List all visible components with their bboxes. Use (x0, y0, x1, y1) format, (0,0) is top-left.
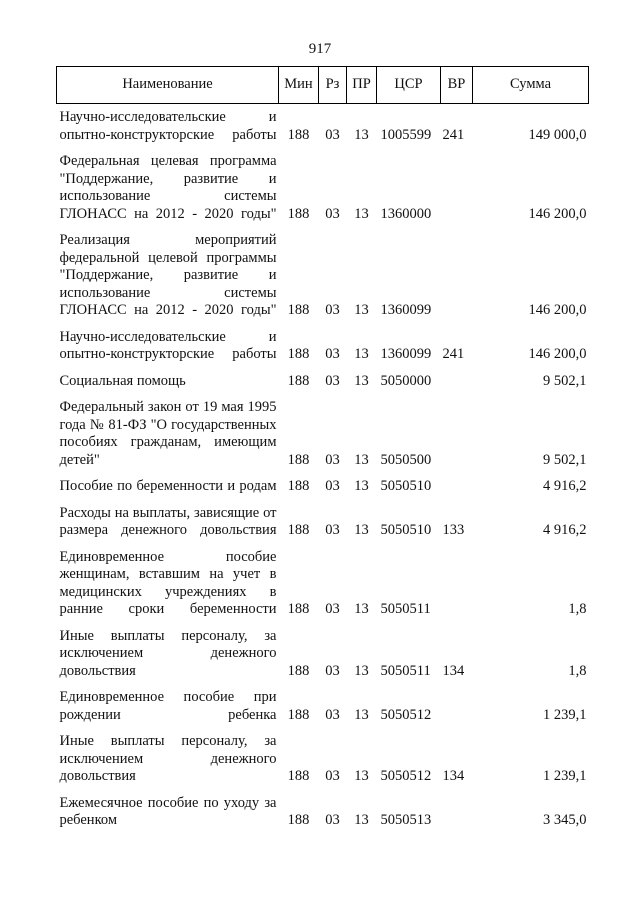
cell-min: 188 (287, 601, 310, 617)
table-row (57, 223, 589, 320)
cell-pr: 13 (354, 205, 369, 222)
cell-rz: 03 (325, 126, 340, 143)
cell-min: 188 (287, 478, 310, 494)
table-row (57, 390, 589, 469)
cell-name: Единовременное пособие женщинам, вставшим на учет в медицинских учреждениях в ранние сроки беременности (59, 548, 277, 617)
table-row (57, 724, 589, 786)
column-header-csr: ЦСР (377, 67, 441, 104)
cell-rz: 03 (325, 205, 340, 222)
cell-csr: 1360000 (380, 205, 432, 222)
cell-vr: 241 (442, 126, 465, 143)
cell-sum: 1,8 (568, 601, 587, 617)
cell-rz: 03 (325, 662, 340, 679)
cell-sum: 1 239,1 (543, 768, 587, 784)
cell-sum: 3 345,0 (543, 812, 587, 828)
cell-vr (441, 390, 473, 469)
cell-rz: 03 (325, 601, 340, 617)
cell-sum: 1,8 (568, 662, 587, 679)
table-row (57, 496, 589, 540)
cell-name: Федеральная целевая программа "Поддержание, развитие и использование системы ГЛОНАСС на 2012 - 2020 годы" (59, 153, 277, 222)
cell-name: Научно-исследовательские и опытно-конструкторские работы (59, 328, 277, 362)
cell-pr: 13 (354, 706, 369, 723)
cell-rz: 03 (325, 768, 340, 784)
cell-vr (441, 144, 473, 223)
column-header-min: Мин (279, 67, 319, 104)
cell-sum: 9 502,1 (543, 451, 587, 468)
cell-sum: 1 239,1 (543, 706, 587, 723)
column-header-pr: ПР (347, 67, 377, 104)
cell-min: 188 (287, 372, 310, 389)
cell-min: 188 (287, 205, 310, 222)
cell-name: Федеральный закон от 19 мая 1995 года № 81-ФЗ "О государственных пособиях гражданам, имеющим детей" (59, 399, 277, 468)
cell-pr: 13 (354, 812, 369, 828)
cell-sum: 4 916,2 (543, 478, 587, 494)
cell-rz: 03 (325, 346, 340, 362)
cell-vr: 134 (442, 662, 465, 679)
cell-min: 188 (287, 812, 310, 828)
budget-table (56, 66, 589, 830)
table-row (57, 680, 589, 724)
cell-sum: 146 200,0 (528, 346, 587, 362)
cell-rz: 03 (325, 706, 340, 723)
cell-pr: 13 (354, 522, 369, 538)
cell-name: Иные выплаты персоналу, за исключением денежного довольствия (59, 627, 277, 679)
table-row (57, 104, 589, 145)
cell-rz: 03 (325, 812, 340, 828)
cell-name: Ежемесячное пособие по уходу за ребенком (59, 794, 277, 828)
cell-csr: 5050513 (380, 812, 432, 828)
cell-sum: 149 000,0 (528, 126, 587, 143)
column-header-vr: ВР (441, 67, 473, 104)
cell-pr: 13 (354, 478, 369, 494)
cell-vr: 241 (442, 346, 465, 362)
cell-vr (441, 680, 473, 724)
cell-csr: 5050512 (380, 768, 432, 784)
cell-vr (441, 540, 473, 619)
table-row (57, 144, 589, 223)
column-header-sum: Сумма (473, 67, 589, 104)
cell-csr: 5050511 (380, 601, 431, 617)
cell-name: Пособие по беременности и родам (59, 478, 277, 494)
cell-name: Научно-исследовательские и опытно-конструкторские работы (59, 109, 277, 143)
cell-name: Иные выплаты персоналу, за исключением денежного довольствия (59, 733, 277, 784)
column-header-rz: Рз (319, 67, 347, 104)
cell-min: 188 (287, 346, 310, 362)
page-number: 917 (308, 41, 332, 57)
cell-sum: 146 200,0 (528, 302, 587, 318)
cell-min: 188 (287, 706, 310, 723)
cell-rz: 03 (325, 372, 340, 389)
cell-min: 188 (287, 768, 310, 784)
cell-rz: 03 (325, 522, 340, 538)
cell-vr (441, 223, 473, 320)
table-row (57, 786, 589, 830)
cell-min: 188 (287, 451, 310, 468)
table-row (57, 320, 589, 364)
cell-pr: 13 (354, 126, 369, 143)
cell-min: 188 (287, 126, 310, 143)
cell-sum: 146 200,0 (528, 205, 587, 222)
cell-csr: 5050000 (380, 372, 432, 389)
cell-csr: 5050510 (380, 478, 432, 494)
cell-pr: 13 (354, 601, 369, 617)
cell-name: Единовременное пособие при рождении ребенка (59, 689, 277, 723)
cell-csr: 5050512 (380, 706, 432, 723)
cell-rz: 03 (325, 302, 340, 318)
cell-min: 188 (287, 302, 310, 318)
column-header-name: Наименование (57, 67, 279, 104)
cell-csr: 5050510 (380, 522, 432, 538)
cell-name: Социальная помощь (59, 372, 186, 389)
cell-rz: 03 (325, 451, 340, 468)
cell-csr: 1360099 (380, 302, 432, 318)
cell-vr (441, 786, 473, 830)
cell-min: 188 (287, 662, 310, 679)
cell-min: 188 (287, 522, 310, 538)
cell-vr (441, 364, 473, 391)
table-row (57, 364, 589, 391)
cell-sum: 4 916,2 (543, 522, 587, 538)
cell-rz: 03 (325, 478, 340, 494)
cell-vr: 133 (442, 522, 465, 538)
cell-pr: 13 (354, 302, 369, 318)
cell-name: Реализация мероприятий федеральной целевой программы "Поддержание, развитие и использование системы ГЛОНАСС на 2012 - 2020 годы" (59, 232, 277, 318)
cell-pr: 13 (354, 451, 369, 468)
cell-csr: 1360099 (380, 346, 432, 362)
cell-name: Расходы на выплаты, зависящие от размера денежного довольствия (59, 504, 277, 538)
cell-sum: 9 502,1 (543, 372, 587, 389)
cell-csr: 5050511 (380, 662, 431, 679)
cell-pr: 13 (354, 768, 369, 784)
cell-vr: 134 (442, 768, 465, 784)
cell-pr: 13 (354, 346, 369, 362)
cell-pr: 13 (354, 662, 369, 679)
table-row (57, 619, 589, 681)
cell-csr: 1005599 (380, 126, 432, 143)
table-row (57, 469, 589, 496)
table-header-row (57, 67, 589, 104)
table-row (57, 540, 589, 619)
cell-csr: 5050500 (380, 451, 432, 468)
cell-pr: 13 (354, 372, 369, 389)
cell-vr (441, 469, 473, 496)
